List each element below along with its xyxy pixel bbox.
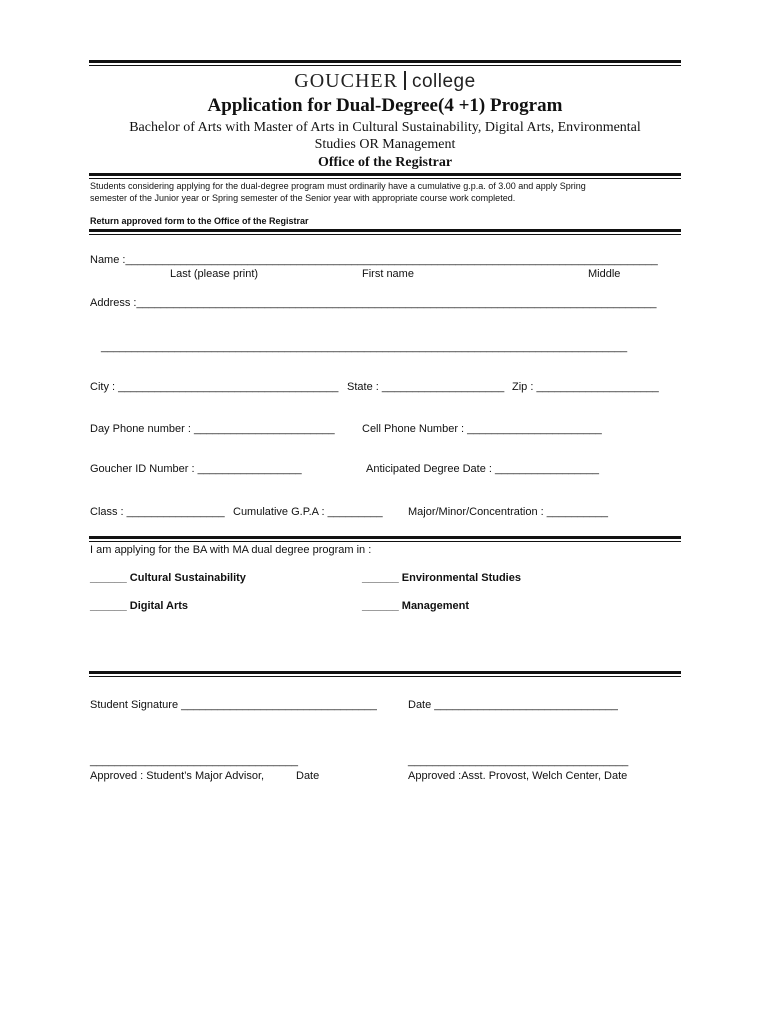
advisor-signature-line[interactable]: __________________________________: [90, 755, 299, 767]
city-field[interactable]: City : ____________________________________: [90, 381, 339, 393]
top-rule-thick: [89, 60, 681, 63]
option-cultural-sustainability[interactable]: [90, 572, 246, 584]
provost-label: Approved :Asst. Provost, Welch Center, Date: [408, 770, 628, 782]
program-intro: I am applying for the BA with MA dual degree program in :: [90, 544, 372, 556]
major-field[interactable]: Major/Minor/Concentration : __________: [408, 506, 608, 518]
goucher-id-field[interactable]: Goucher ID Number : _________________: [90, 463, 302, 475]
option-blank: ______: [90, 600, 127, 612]
intro-line-2: semester of the Junior year or Spring semester of the Senior year with appropriate course work completed.: [90, 193, 516, 203]
cell-phone-field[interactable]: Cell Phone Number : ______________________: [362, 423, 602, 435]
office-of-registrar: Office of the Registrar: [317, 155, 453, 170]
option-environmental-studies[interactable]: [362, 572, 521, 584]
signature-rule-thin: [89, 676, 681, 677]
option-blank: ______: [362, 572, 399, 584]
name-field[interactable]: Name :_______________________________________________________________________________________: [90, 254, 658, 266]
return-note: Return approved form to the Office of the Registrar: [90, 216, 309, 226]
student-date-field[interactable]: Date ______________________________: [408, 699, 618, 711]
logo-divider: [404, 71, 406, 90]
student-signature-field[interactable]: Student Signature ________________________________: [90, 699, 377, 711]
logo-brand: GOUCHER: [294, 70, 398, 92]
advisor-date-label: Date: [296, 770, 320, 782]
title-rule-thick: [89, 173, 681, 176]
provost-signature-line[interactable]: ____________________________________: [408, 755, 629, 767]
option-blank: ______: [90, 572, 127, 584]
name-last-label: Last (please print): [170, 268, 259, 280]
anticipated-degree-date-field[interactable]: Anticipated Degree Date : _________________: [366, 463, 600, 475]
subtitle-line-2: Studies OR Management: [314, 137, 456, 152]
name-middle-label: Middle: [588, 268, 621, 280]
address-line-2[interactable]: ______________________________________________________________________________________: [101, 341, 628, 353]
day-phone-field[interactable]: Day Phone number : _______________________: [90, 423, 335, 435]
option-management[interactable]: [362, 600, 469, 612]
option-blank: ______: [362, 600, 399, 612]
logo-sub: college: [411, 71, 476, 92]
class-field[interactable]: Class : ________________: [90, 506, 225, 518]
goucher-college-logo: [0, 70, 770, 93]
title-rule-thin: [89, 178, 681, 179]
gpa-field[interactable]: Cumulative G.P.A : _________: [233, 506, 383, 518]
signature-rule-thick: [89, 671, 681, 674]
page-title: Application for Dual-Degree(4 +1) Program: [207, 95, 563, 116]
option-digital-arts[interactable]: [90, 600, 188, 612]
intro-rule-thick: [89, 229, 681, 232]
address-field[interactable]: Address :_____________________________________________________________________________________: [90, 297, 657, 309]
option-label: Digital Arts: [129, 600, 189, 612]
zip-field[interactable]: Zip : ____________________: [512, 381, 659, 393]
advisor-label: Approved : Student’s Major Advisor,: [90, 770, 265, 782]
top-rule-thin: [89, 65, 681, 66]
option-label: Environmental Studies: [401, 572, 521, 584]
program-rule-thin: [89, 541, 681, 542]
intro-rule-thin: [89, 234, 681, 235]
program-rule-thick: [89, 536, 681, 539]
option-label: Management: [401, 600, 470, 612]
state-field[interactable]: State : ____________________: [347, 381, 505, 393]
intro-line-1: Students considering applying for the dual-degree program must ordinarily have a cumulative g.p.a. of 3.00 and apply Spring: [90, 181, 586, 191]
option-label: Cultural Sustainability: [129, 572, 246, 584]
name-first-label: First name: [362, 268, 414, 280]
subtitle-line-1: Bachelor of Arts with Master of Arts in Cultural Sustainability, Digital Arts, Environmental: [129, 120, 641, 135]
